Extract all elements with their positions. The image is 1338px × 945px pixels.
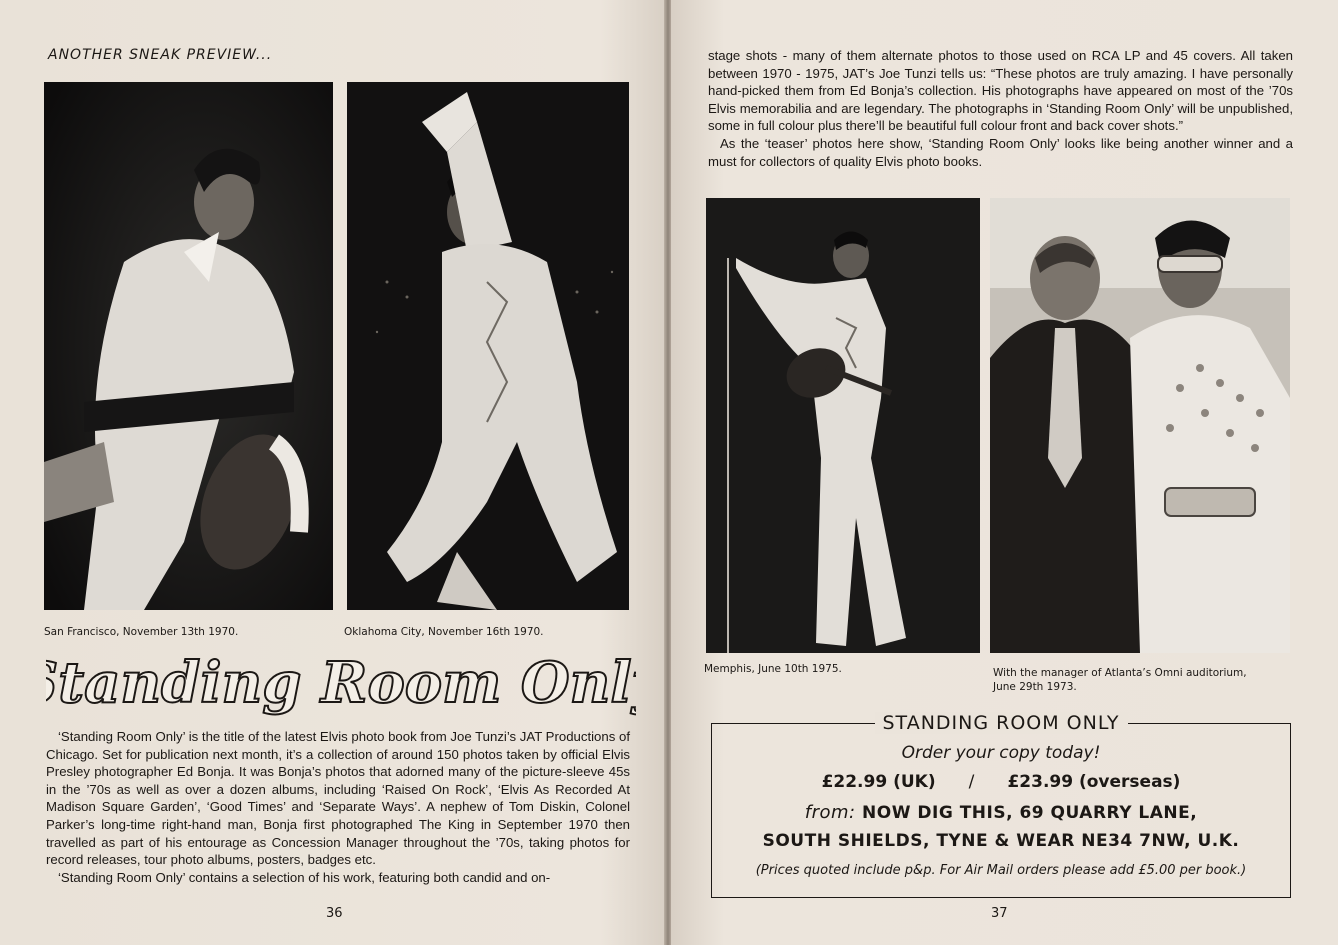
- right-page: [671, 0, 1338, 945]
- headline: [46, 646, 636, 716]
- advert-from: from:: [804, 802, 856, 823]
- photo-oklahoma-city: [347, 82, 629, 610]
- page-number-right: 37: [991, 906, 1008, 921]
- advert-order-line: Order your copy today!: [901, 743, 1101, 763]
- caption-oklahoma-city: Oklahoma City, November 16th 1970.: [344, 626, 544, 638]
- photo-oklahoma-city-art: [347, 82, 629, 610]
- price-uk: £22.99 (UK): [821, 772, 936, 792]
- caption-atlanta-line2: June 29th 1973.: [993, 681, 1077, 693]
- photo-memphis-art: [706, 198, 980, 653]
- page-number-left: 36: [326, 906, 343, 921]
- photo-atlanta: [990, 198, 1290, 653]
- advert-title: STANDING ROOM ONLY: [712, 712, 1290, 734]
- headline-text: Standing Room Only: [46, 650, 636, 716]
- advert-price-line: [712, 772, 1290, 792]
- caption-atlanta-line1: With the manager of Atlanta’s Omni auditorium,: [993, 667, 1247, 679]
- caption-san-francisco: San Francisco, November 13th 1970.: [44, 626, 239, 638]
- photo-memphis: [706, 198, 980, 653]
- photo-san-francisco: [44, 82, 333, 610]
- price-overseas: £23.99 (overseas): [1007, 772, 1181, 792]
- left-page: [0, 0, 667, 945]
- photo-atlanta-art: [990, 198, 1290, 653]
- left-body: [46, 728, 630, 886]
- left-paragraph-2: ‘Standing Room Only’ contains a selection of his work, featuring both candid and on-: [58, 869, 551, 885]
- left-paragraph-1: ‘Standing Room Only’ is the title of the latest Elvis photo book from Joe Tunzi’s JAT Productions of Chicago. Set for publication next month, it’s a collection of around 150 photos taken by official Elvis Presley photographer Ed Bonja. It was Bonja’s photos that adorned many of the picture-sleeve 45s in the ’70s as well as over a dozen albums, including ‘Raised On Rock’, ‘Elvis As Recorded At Madison Square Garden’, ‘Good Times’ and ‘Separate Ways’. A nephew of Tom Diskin, Colonel Parker’s long-time right-hand man, Bonja first photographed The King in September 1970 then travelled as part of his entourage as Concession Manager throughout the ’70s, taking photos for record releases, tour photo albums, posters, badges etc.: [46, 729, 630, 868]
- right-paragraph-1: stage shots - many of them alternate photos to those used on RCA LP and 45 covers. All taken between 1970 - 1975, JAT’s Joe Tunzi tells us: “These photos are truly amazing. I have personally hand-picked them from Ed Bonja’s collection. His photographs have appeared on most of the ’70s Elvis memorabilia and are legendary. The photographs in ‘Standing Room Only’ will be unpublished, some in full colour plus there’ll be beautiful full colour front and back cover shots.”: [708, 48, 1293, 134]
- price-separator: /: [968, 772, 975, 792]
- caption-atlanta: [993, 666, 1293, 694]
- kicker: ANOTHER SNEAK PREVIEW...: [48, 47, 273, 63]
- advert-note: (Prices quoted include p&p. For Air Mail orders please add £5.00 per book.): [755, 863, 1247, 878]
- photo-san-francisco-art: [44, 82, 333, 610]
- order-advert: [711, 712, 1291, 898]
- right-body: [708, 47, 1293, 170]
- advert-address-line1: [712, 802, 1290, 823]
- advert-address-line2: SOUTH SHIELDS, TYNE & WEAR NE34 7NW, U.K.: [762, 831, 1240, 851]
- right-paragraph-2: As the ‘teaser’ photos here show, ‘Standing Room Only’ looks like being another winner and a must for collectors of quality Elvis photo books.: [708, 135, 1293, 169]
- caption-memphis: Memphis, June 10th 1975.: [704, 663, 842, 675]
- advert-address1: NOW DIG THIS, 69 QUARRY LANE,: [862, 803, 1198, 823]
